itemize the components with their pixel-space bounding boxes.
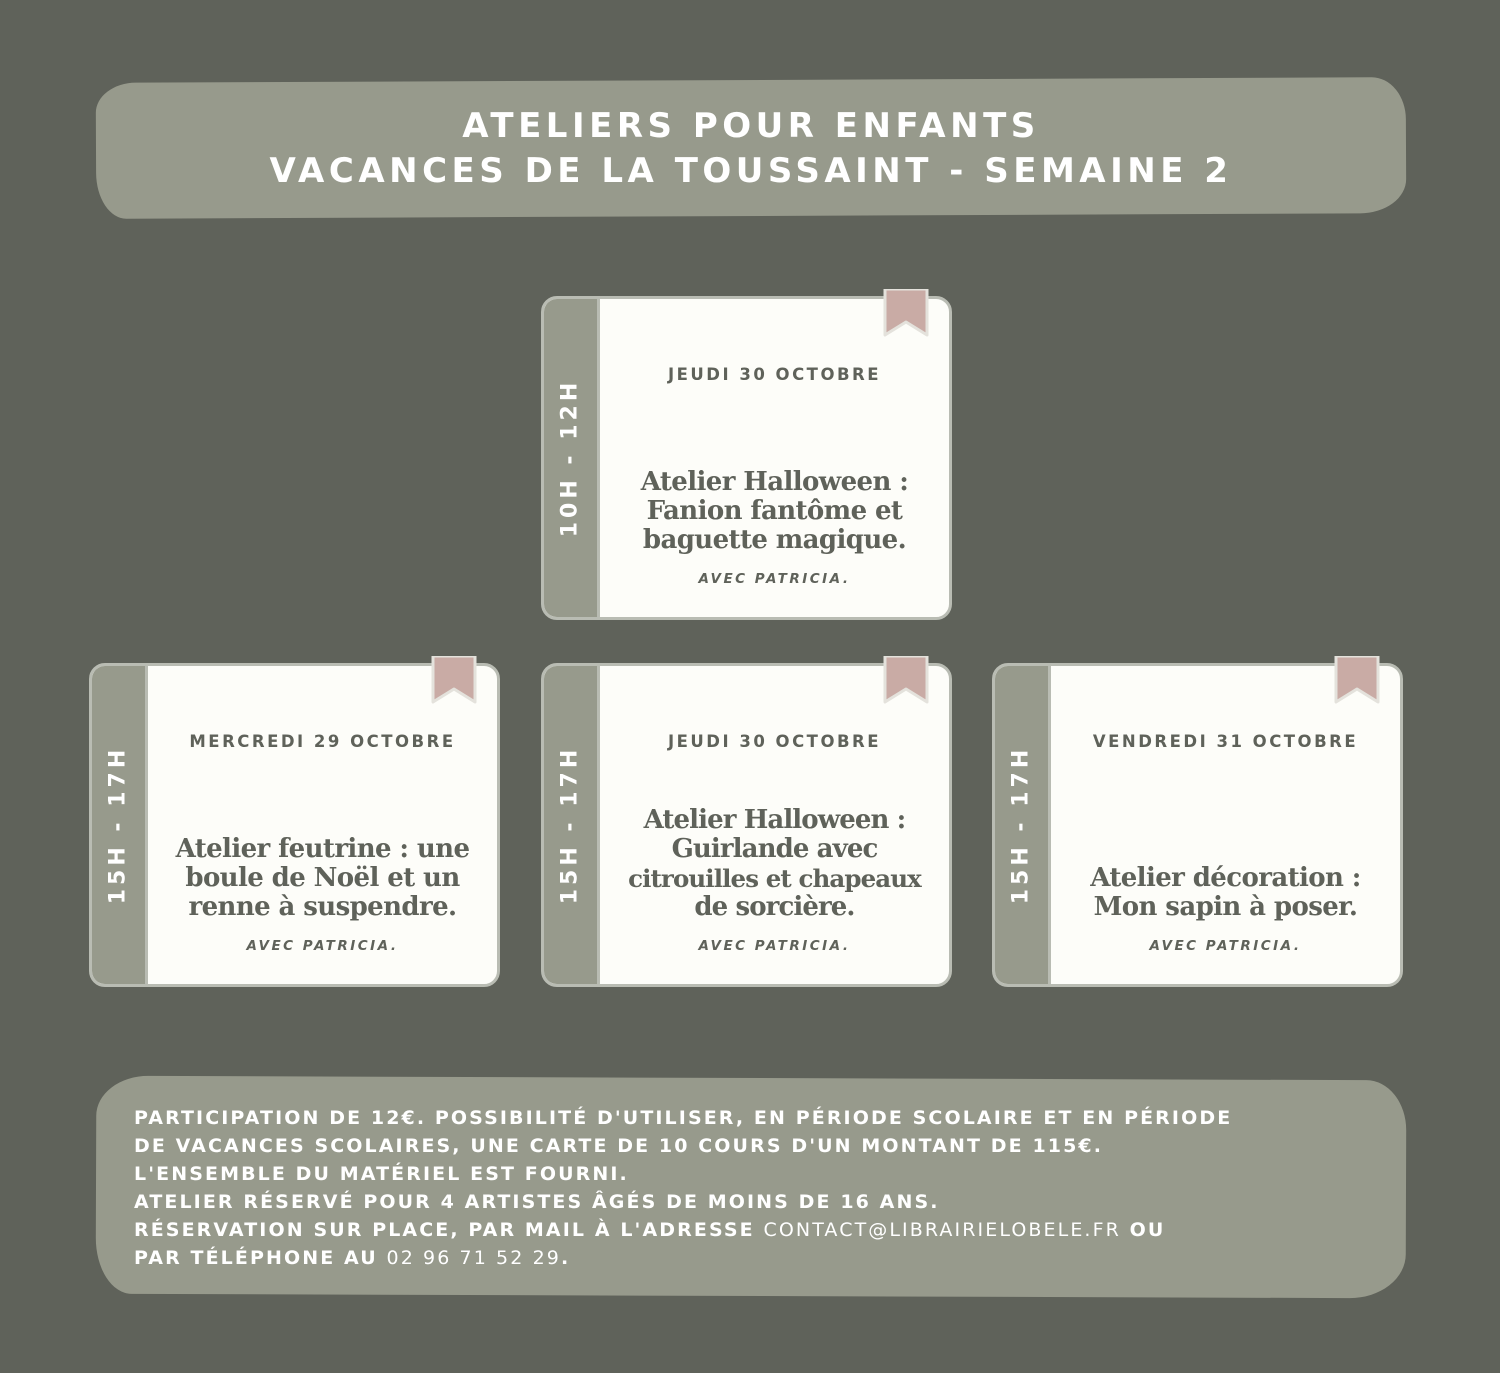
workshop-host: AVEC PATRICIA.: [698, 938, 851, 954]
workshop-date: JEUDI 30 OCTOBRE: [667, 365, 882, 384]
workshop-title: Atelier feutrine : une boule de Noël et un renne à suspendre.: [175, 834, 470, 922]
workshop-host: AVEC PATRICIA.: [698, 571, 851, 587]
time-strip: [92, 666, 148, 984]
workshop-card-thursday-morning: [541, 296, 952, 620]
card-content: [600, 299, 949, 617]
page-title: [96, 104, 1406, 194]
workshop-card-wednesday: [89, 663, 500, 987]
workshop-host: AVEC PATRICIA.: [246, 938, 399, 954]
bookmark-ribbon-icon: [1333, 656, 1381, 704]
time-label: 15H - 17H: [557, 745, 583, 905]
info-line: PARTICIPATION DE 12€. POSSIBILITÉ D'UTILISER, EN PÉRIODE SCOLAIRE ET EN PÉRIODE: [134, 1107, 1233, 1129]
info-line: PAR TÉLÉPHONE AU 02 96 71 52 29.: [134, 1247, 571, 1269]
time-label: 15H - 17H: [105, 745, 131, 905]
info-line: L'ENSEMBLE DU MATÉRIEL EST FOURNI.: [134, 1163, 629, 1185]
bookmark-ribbon-icon: [430, 656, 478, 704]
email-link[interactable]: CONTACT@LIBRAIRIELOBELE.FR: [763, 1219, 1121, 1241]
workshop-date: VENDREDI 31 OCTOBRE: [1092, 732, 1359, 751]
info-text: [134, 1104, 1384, 1272]
card-content: [148, 666, 497, 984]
bookmark-ribbon-icon: [882, 289, 930, 337]
title-line-2: VACANCES DE LA TOUSSAINT - SEMAINE 2: [269, 151, 1233, 191]
time-label: 15H - 17H: [1008, 745, 1034, 905]
bookmark-ribbon-icon: [882, 656, 930, 704]
info-line: RÉSERVATION SUR PLACE, PAR MAIL À L'ADRESSE CONTACT@LIBRAIRIELOBELE.FR OU: [134, 1219, 1166, 1241]
workshop-card-friday: [992, 663, 1403, 987]
title-line-1: ATELIERS POUR ENFANTS: [462, 106, 1040, 146]
workshop-title: Atelier Halloween : Guirlande avec citrouilles et chapeaux de sorcière.: [628, 805, 921, 922]
time-strip: [544, 299, 600, 617]
workshop-host: AVEC PATRICIA.: [1149, 938, 1302, 954]
phone-number[interactable]: 02 96 71 52 29: [386, 1247, 561, 1269]
time-strip: [544, 666, 600, 984]
card-content: [600, 666, 949, 984]
time-strip: [995, 666, 1051, 984]
workshop-title: Atelier décoration : Mon sapin à poser.: [1090, 863, 1361, 922]
workshop-date: MERCREDI 29 OCTOBRE: [189, 732, 456, 751]
workshop-title: Atelier Halloween : Fanion fantôme et baguette magique.: [640, 467, 909, 555]
workshop-date: JEUDI 30 OCTOBRE: [667, 732, 882, 751]
time-label: 10H - 12H: [557, 378, 583, 538]
card-content: [1051, 666, 1400, 984]
info-line: DE VACANCES SCOLAIRES, UNE CARTE DE 10 COURS D'UN MONTANT DE 115€.: [134, 1135, 1104, 1157]
info-line: ATELIER RÉSERVÉ POUR 4 ARTISTES ÂGÉS DE MOINS DE 16 ANS.: [134, 1191, 940, 1213]
workshop-card-thursday-afternoon: [541, 663, 952, 987]
